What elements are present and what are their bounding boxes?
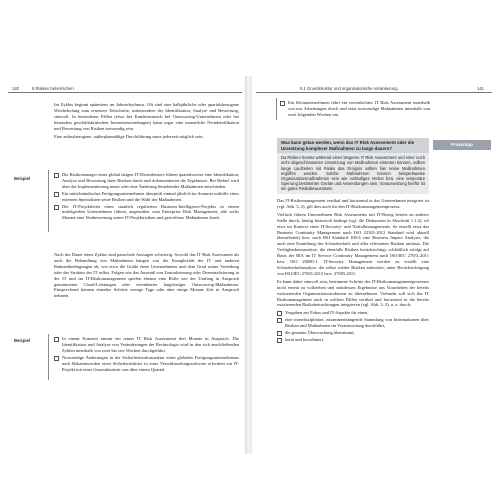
- list-item: [277, 310, 429, 316]
- header-rule-left: [8, 92, 242, 93]
- checkbox-icon: [54, 356, 59, 361]
- list-item-text: eine interdisziplinäre, zusammenhängende Sammlung von Informationen über Risiken und Maßnahmen im Verantwortung durchführt,: [285, 317, 429, 329]
- list-item-text: Notwendige Änderungen in der Sicherheitsinfrastruktur eines globalen Fertigungsunternehmens nach Bekanntwerden einer Sicherheitslücke in einer Verschlüsselungssoftware erfordern ein IT-Projekt mit einer Gesamtlaufzeit von über einem Quartal.: [62, 354, 239, 372]
- list-item: [277, 330, 429, 336]
- infobox-answer: Da Risiken bereits während eines längeren IT Risk Assessment und einer noch nicht abgeschlossenen Umsetzung von Maßnahmen eintreten können, sollten lange Laufzeiten mit Risiko das Ereignis sollten hier keine Maßnahmen ergriffen werden. Solche Maßnahmen können beispielsweise Organisationsmaßnahmen sein wie vorläufiges Verbot bzw. eine temporäre Sperrung bestimmter Geräte und Anwendungen sein. Voraussetzung hierfür ist ein gutes Risikobewusstsein.: [277, 153, 429, 193]
- infobox-question: Was kann getan werden, wenn das IT Risk Assessment oder die Umsetzung komplexer Maßnahmen zu lange dauern?: [277, 138, 429, 153]
- checkbox-icon: [277, 331, 282, 336]
- header-rule-right: [256, 92, 492, 93]
- right-paragraph-3: Es kann daher sinnvoll sein, bestimmte Schritte des IT-Risikomanagementprozesses nicht erneut zu vollziehen und stattdessen Ergebnisse aus Vorarbeiten der bereits existierenden Organisationsstrukturen zu übernehmen. Vielmehr soll sich das IT Risikomanagement auch in solchen Fällen vertikal und horizontal in die bereits existierenden Risikobetrachtungen integrieren (vgl. Abb. 5–3), u. a. durch:: [277, 278, 429, 308]
- right-paragraph-2: Vielfach führen Unternehmen Risk Assessments mit IT-Bezug bereits an anderer Stelle durch, häufig historisch bedingt (vgl. die Diskussion in Abschnitt 1.1.2), oft etwa im Kontext eines IT-Security- und Notfallmanagements. So erstellt etwa das Business Continuity Management nach ISO 22301:2012 Standard wird aktuell überarbeitet) bzw. nach BSI Standard 100-4 eine Business Impact Analysis, die auch eine Ermittlung des Schutzbedarfs und aller relevanten Risiken umfasst. Die Verfügbarkeitsanalyse, die ebenfalls Risiken berücksichtigt, schließlich erfolgt auf Basis der BIA im IT Service Continuity Management nach ISO/IEC 27031:2011 bzw. ISO 20000-1. IT-Security Management werden zu erstellt eine Schutzbedarfsanalyse, die selbst wieder Risiken adressiert, unter Berücksichtigung von ISO/IEC 27001:2013 bzw. 27005:2011.: [277, 211, 429, 276]
- list-item: [280, 100, 430, 118]
- checkbox-icon: [280, 101, 285, 106]
- right-body: [277, 198, 429, 344]
- checkbox-icon: [54, 205, 59, 210]
- list-item-text: Die IT-Projektleiter eines staatlich regulierten Business-Intelligence-Projekts in einem mittelgroßen Unternehmen führen, angestoßen vom Enterprise Risk Management, alle sechs Monate eine Neubewertung seiner IT-Projektrisiken und getroffener Maßnahmen durch.: [62, 203, 239, 221]
- beispiel-label-1: Beispiel: [14, 176, 31, 181]
- checkbox-icon: [54, 337, 59, 342]
- list-item: [277, 337, 429, 343]
- checkbox-icon: [54, 192, 59, 197]
- page-number-left: 140: [12, 86, 19, 91]
- list-item-text: In einem Konzern nimmt ein reines IT Risk Assessment drei Monate in Anspruch. Die Identifikation und Analyse von Veränderungen der Rechnologie wird in den sich anschließenden Zyklen innerhalb von zwei bis vier Wochen durchgeführt.: [62, 336, 239, 353]
- example-bar-1: [48, 170, 49, 232]
- right-top-example: [280, 100, 430, 119]
- list-item-text: Die Risikomanager eines global tätigen IT-Dienstleisters führen quartalsweise eine Identifikation, Analyse und Bewertung ihrer Risiken durch und dokumentieren die Ergebnisse. Bei Bedarf wird über die Implementierung neuer oder eine Änderung bestehender Maßnahmen entschieden.: [62, 172, 239, 189]
- praxistipp-box: [277, 138, 429, 190]
- left-mid: [54, 252, 239, 301]
- list-item: [54, 355, 239, 373]
- section-title: 5.1 Grundstruktur und organisatorische Verankerung: [300, 86, 398, 91]
- checkbox-icon: [277, 311, 282, 316]
- list-item: [54, 191, 239, 203]
- praxistipp-badge: Praxistipp: [433, 140, 491, 150]
- list-item-text: Ein mittelständisches Fertigungsunternehmen überprüft einmal jährlich im Sommer mithilfe eines externen Spezialisten seine Risiken und die Wahl der Maßnahmen.: [62, 190, 239, 202]
- example-bar-3: [276, 98, 277, 120]
- left-intro: [54, 102, 239, 141]
- list-item-text: die gesamte Überwachung übernimmt,: [285, 330, 355, 336]
- list-item-text: berät und koordiniert.: [285, 336, 325, 342]
- chapter-title: 5 Risiken beherrschen: [32, 86, 74, 91]
- right-paragraph-1: Das IT-Risikomanagement vertikal und horizontal in das Unternehmen integriert ist (vgl. Abb. 5–3), gilt dies auch für den IT-Risikomanagementprozess.: [277, 198, 429, 209]
- list-item-text: Vorgaben zur Fokus und IT-Aspekte für einen,: [285, 310, 369, 316]
- list-item: [54, 204, 239, 222]
- list-item: [277, 317, 429, 329]
- checkbox-icon: [277, 318, 282, 323]
- example-list-1: [54, 172, 239, 222]
- checkbox-icon: [277, 338, 282, 343]
- list-item: [54, 336, 239, 354]
- intro-paragraph-1: Im Zyklus beginnt spätestens im Jahresrhythmus. Oft sind eine halbjährliche oder quartalsbezogene Wiederholung zum erneuten Teilschritte, insbesondere der Identifikation, Analyse und Bewertung, sinnvoll. In besonderen Fällen (etwa bei Kundenwunsch bei Outsourcing-Unternehmen oder bei besonders geschäftskritischen Internetanwendungen) kann sogar eine monatliche Neuidentifikation und Bewertung von Risiken notwendig sein.: [54, 102, 239, 131]
- intro-paragraph-2: Eine anlassbezogene, außerplanmäßige Durchführung muss jederzeit möglich sein.: [54, 133, 204, 139]
- list-item: [54, 172, 239, 190]
- example-list-2: [54, 336, 239, 373]
- beispiel-label-2: Beispiel: [14, 338, 31, 343]
- book-gutter: [245, 76, 252, 454]
- page-number-right: 141: [477, 86, 484, 91]
- mid-paragraph: Nach der Dauer eines Zyklus sind pauschale Aussagen schwierig. Sowohl das IT Risk Assessment als auch die Behandlung von Maßnahmen hängen von der Komplexität der IT und anderen Rahmenbedingungen ab, wie etwa die Größe eines Unternehmens und dem Grad seiner Verteilung oder der Struktur der IT selbst. Folgen wie das Ausmaß von Zentralisierung oder Dezentralisierung in der IT und im IT-Risikomanagement spielen ebenso eine Rolle wie der Umfang in Anspruch genommener Cloud-Leistungen oder vereinbarter langfristiger Outsourcing-Maßnahmen. Entsprechend können einzelne Schritte wenige Tage oder aber einige Monate Zeit in Anspruch nehmen.: [54, 252, 239, 299]
- example-bar-2: [48, 334, 49, 380]
- checkbox-icon: [54, 173, 59, 178]
- list-item-text: Ein Kleinunternehmen führt ein vereinfachtes IT Risk Assessment innerhalb von nur Arbeitstagen durch und setzt notwendige Maßnahmen innerhalb von zwei folgenden Wochen um.: [288, 100, 430, 117]
